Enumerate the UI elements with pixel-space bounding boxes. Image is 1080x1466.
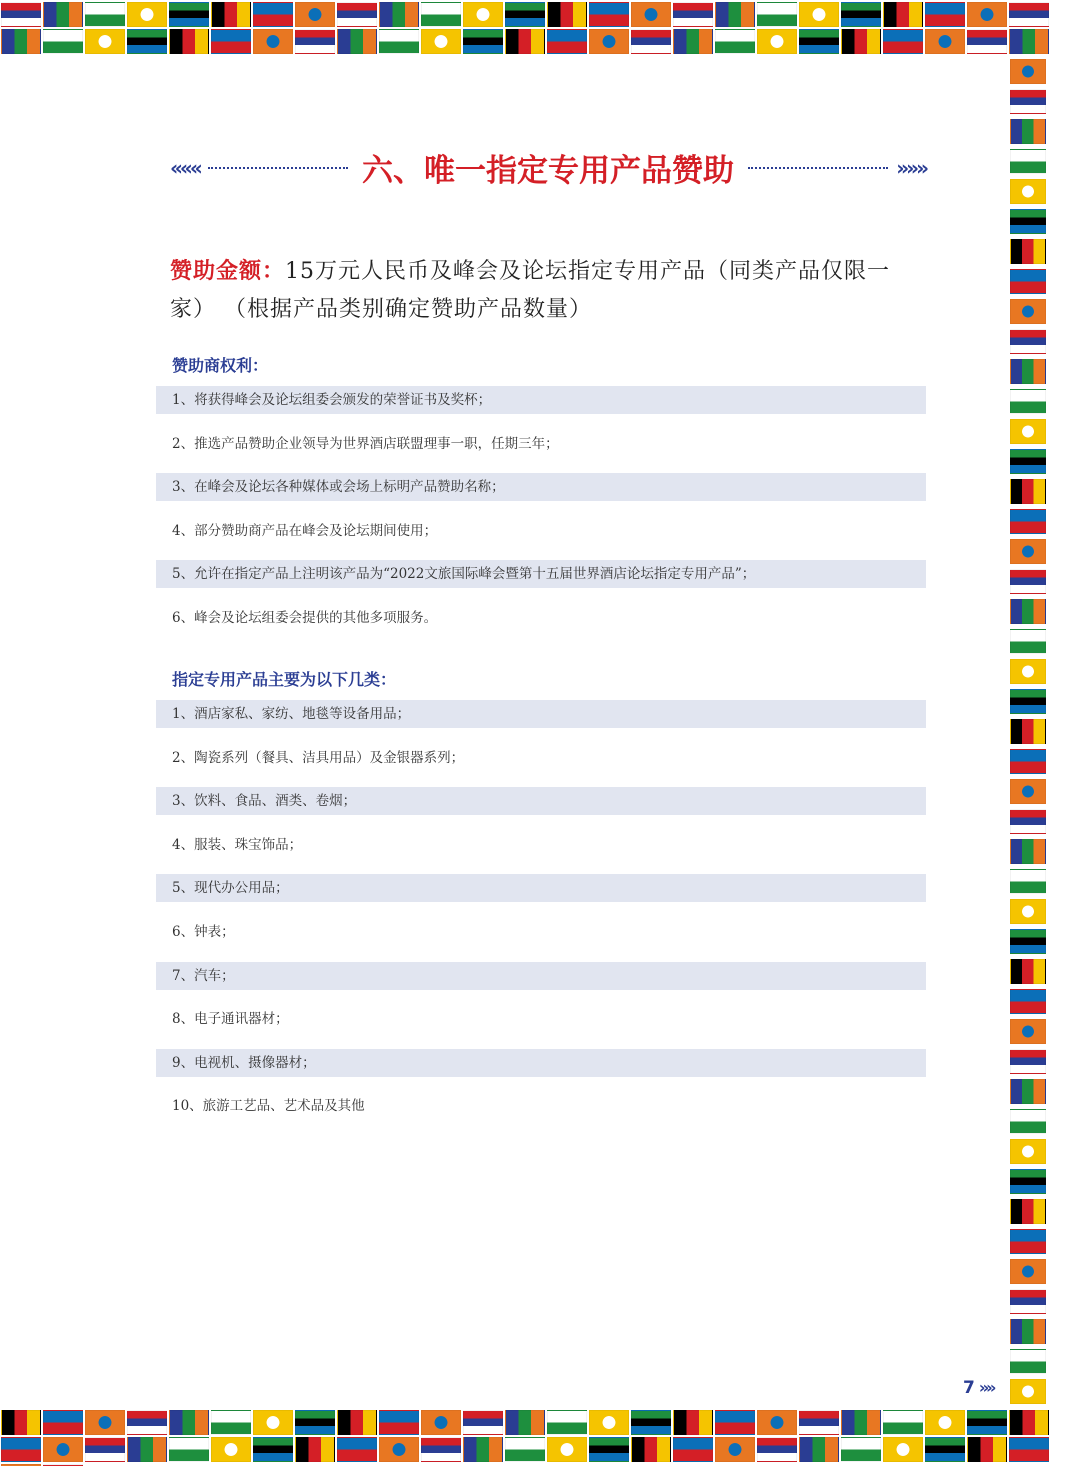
flag-icon xyxy=(1010,389,1046,414)
page-number-value: 7 xyxy=(963,1378,975,1398)
list-item: 4、服装、珠宝饰品； xyxy=(172,836,303,853)
flag-icon xyxy=(799,1437,839,1462)
flag-icon xyxy=(211,1410,251,1435)
page-number xyxy=(963,1378,994,1398)
flag-icon xyxy=(883,2,923,27)
flag-icon xyxy=(547,2,587,27)
flag-icon xyxy=(1009,29,1049,54)
flag-icon xyxy=(169,2,209,27)
flag-icon xyxy=(1010,959,1046,984)
list-item: 5、允许在指定产品上注明该产品为“2022文旅国际峰会暨第十五届世界酒店论坛指定专用产品”； xyxy=(156,560,926,588)
list-item: 6、峰会及论坛组委会提供的其他多项服务。 xyxy=(172,609,438,626)
flag-icon xyxy=(127,1437,167,1462)
flag-icon xyxy=(589,29,629,54)
flag-icon xyxy=(631,29,671,54)
flag-icon xyxy=(715,29,755,54)
section-heading xyxy=(170,145,926,190)
flag-icon xyxy=(841,2,881,27)
flag-icon xyxy=(1010,1379,1046,1404)
flag-icon xyxy=(1010,269,1046,294)
flag-icon xyxy=(967,2,1007,27)
flag-icon xyxy=(757,1437,797,1462)
flag-icon xyxy=(463,1437,503,1462)
flag-icon xyxy=(925,2,965,27)
flag-icon xyxy=(1010,1259,1046,1284)
flag-icon xyxy=(253,1410,293,1435)
flag-icon xyxy=(43,2,83,27)
flag-icon xyxy=(1,1437,41,1462)
amount-label: 赞助金额： xyxy=(170,258,286,284)
chevron-left-icon: ««« xyxy=(170,155,200,180)
flag-icon xyxy=(841,29,881,54)
flag-icon xyxy=(1010,1109,1046,1134)
flag-icon xyxy=(421,1410,461,1435)
flag-icon xyxy=(1010,419,1046,444)
flag-icon xyxy=(295,29,335,54)
flag-icon xyxy=(43,29,83,54)
amount-text: 15万元人民币及峰会及论坛指定专用产品（同类产品仅限一家） （根据产品类别确定赞助产品数量） xyxy=(170,259,891,322)
flag-icon xyxy=(85,2,125,27)
list-item: 1、将获得峰会及论坛组委会颁发的荣誉证书及奖杯； xyxy=(156,386,926,414)
flag-icon xyxy=(295,1410,335,1435)
flag-icon xyxy=(337,2,377,27)
flag-icon xyxy=(715,2,755,27)
flag-icon xyxy=(43,1437,83,1462)
top-flag-border xyxy=(0,0,1080,56)
flag-icon xyxy=(43,1410,83,1435)
flag-icon xyxy=(211,1437,251,1462)
flag-icon xyxy=(883,1410,923,1435)
flag-icon xyxy=(589,1437,629,1462)
flag-icon xyxy=(1010,689,1046,714)
list-item: 8、电子通讯器材； xyxy=(172,1011,289,1028)
flag-icon xyxy=(127,29,167,54)
flag-icon xyxy=(631,1437,671,1462)
flag-icon xyxy=(967,29,1007,54)
flag-icon xyxy=(757,1410,797,1435)
flag-icon xyxy=(1010,899,1046,924)
list-item: 1、酒店家私、家纺、地毯等设备用品； xyxy=(156,700,926,728)
rights-list xyxy=(156,386,926,648)
flag-icon xyxy=(169,1437,209,1462)
page-chevron-icon: »» xyxy=(978,1378,994,1397)
flag-icon xyxy=(715,1410,755,1435)
flag-icon xyxy=(925,1410,965,1435)
flag-icon xyxy=(1010,1349,1046,1374)
flag-icon xyxy=(1010,59,1046,84)
flag-icon xyxy=(85,1410,125,1435)
flag-icon xyxy=(841,1410,881,1435)
flag-icon xyxy=(1010,629,1046,654)
flag-icon xyxy=(547,1410,587,1435)
flag-icon xyxy=(1010,539,1046,564)
flag-icon xyxy=(1010,929,1046,954)
flag-icon xyxy=(1010,1079,1046,1104)
flag-icon xyxy=(883,29,923,54)
flag-icon xyxy=(295,1437,335,1462)
flag-icon xyxy=(169,1410,209,1435)
flag-icon xyxy=(1010,179,1046,204)
flag-icon xyxy=(589,1410,629,1435)
flag-icon xyxy=(547,1437,587,1462)
flag-icon xyxy=(1010,209,1046,234)
chevron-right-icon: »»» xyxy=(896,155,926,180)
flag-icon xyxy=(1010,329,1046,354)
flag-icon xyxy=(463,29,503,54)
categories-list xyxy=(156,700,926,1136)
flag-icon xyxy=(631,2,671,27)
flag-icon xyxy=(1010,1139,1046,1164)
flag-icon xyxy=(421,1437,461,1462)
flag-icon xyxy=(967,1437,1007,1462)
flag-icon xyxy=(1010,449,1046,474)
flag-icon xyxy=(295,2,335,27)
list-item: 2、推选产品赞助企业领导为世界酒店联盟理事一职，任期三年； xyxy=(172,435,559,452)
flag-icon xyxy=(505,1410,545,1435)
list-item: 9、电视机、摄像器材； xyxy=(156,1049,926,1077)
flag-icon xyxy=(337,29,377,54)
flag-icon xyxy=(169,29,209,54)
flag-icon xyxy=(463,1410,503,1435)
flag-icon xyxy=(463,2,503,27)
flag-icon xyxy=(505,1437,545,1462)
flag-icon xyxy=(1,29,41,54)
flag-icon xyxy=(1010,869,1046,894)
flag-icon xyxy=(1009,1410,1049,1435)
flag-icon xyxy=(1010,1199,1046,1224)
list-item: 10、旅游工艺品、艺术品及其他 xyxy=(172,1098,365,1115)
categories-heading: 指定专用产品主要为以下几类： xyxy=(172,670,397,689)
flag-icon xyxy=(1010,149,1046,174)
flag-icon xyxy=(211,2,251,27)
bottom-flag-border xyxy=(0,1408,1080,1466)
flag-icon xyxy=(1010,509,1046,534)
flag-icon xyxy=(421,29,461,54)
flag-icon xyxy=(1010,239,1046,264)
flag-icon xyxy=(589,2,629,27)
flag-icon xyxy=(379,2,419,27)
page-title: 六、唯一指定专用产品赞助 xyxy=(362,153,734,189)
dotted-divider-right xyxy=(748,167,888,169)
sponsorship-amount xyxy=(170,252,930,329)
flag-icon xyxy=(1010,839,1046,864)
flag-icon xyxy=(1009,1437,1049,1462)
flag-icon xyxy=(1010,479,1046,504)
flag-icon xyxy=(85,29,125,54)
flag-icon xyxy=(1010,1169,1046,1194)
flag-icon xyxy=(379,1437,419,1462)
flag-icon xyxy=(211,29,251,54)
flag-icon xyxy=(673,29,713,54)
right-flag-border xyxy=(1010,56,1080,1406)
flag-icon xyxy=(757,29,797,54)
flag-icon xyxy=(1010,299,1046,324)
list-item: 7、汽车； xyxy=(156,962,926,990)
flag-icon xyxy=(547,29,587,54)
flag-icon xyxy=(379,29,419,54)
flag-icon xyxy=(1010,779,1046,804)
flag-icon xyxy=(1010,659,1046,684)
flag-icon xyxy=(1,1410,41,1435)
flag-icon xyxy=(253,2,293,27)
flag-icon xyxy=(925,1437,965,1462)
flag-icon xyxy=(1010,119,1046,144)
flag-icon xyxy=(1010,1229,1046,1254)
flag-icon xyxy=(1010,719,1046,744)
flag-icon xyxy=(421,2,461,27)
list-item: 3、饮料、食品、酒类、卷烟； xyxy=(156,787,926,815)
flag-icon xyxy=(673,1410,713,1435)
flag-icon xyxy=(505,29,545,54)
flag-icon xyxy=(1010,89,1046,114)
flag-icon xyxy=(253,29,293,54)
flag-icon xyxy=(799,1410,839,1435)
flag-icon xyxy=(967,1410,1007,1435)
rights-heading: 赞助商权利： xyxy=(172,356,269,375)
list-item: 5、现代办公用品； xyxy=(156,874,926,902)
flag-icon xyxy=(925,29,965,54)
flag-icon xyxy=(799,29,839,54)
flag-icon xyxy=(715,1437,755,1462)
flag-icon xyxy=(127,1410,167,1435)
flag-icon xyxy=(253,1437,293,1462)
flag-icon xyxy=(337,1410,377,1435)
flag-icon xyxy=(1010,989,1046,1014)
list-item: 2、陶瓷系列（餐具、洁具用品）及金银器系列； xyxy=(172,749,465,766)
flag-icon xyxy=(1,2,41,27)
flag-icon xyxy=(1010,1049,1046,1074)
flag-icon xyxy=(841,1437,881,1462)
flag-icon xyxy=(883,1437,923,1462)
flag-icon xyxy=(673,1437,713,1462)
flag-icon xyxy=(379,1410,419,1435)
flag-icon xyxy=(1010,749,1046,774)
flag-icon xyxy=(1010,809,1046,834)
flag-icon xyxy=(127,2,167,27)
flag-icon xyxy=(1010,1019,1046,1044)
flag-icon xyxy=(85,1437,125,1462)
flag-icon xyxy=(1010,1319,1046,1344)
list-item: 4、部分赞助商产品在峰会及论坛期间使用； xyxy=(172,522,438,539)
flag-icon xyxy=(1010,599,1046,624)
list-item: 6、钟表； xyxy=(172,923,235,940)
flag-icon xyxy=(673,2,713,27)
flag-icon xyxy=(757,2,797,27)
flag-icon xyxy=(505,2,545,27)
list-item: 3、在峰会及论坛各种媒体或会场上标明产品赞助名称； xyxy=(156,473,926,501)
flag-icon xyxy=(1009,2,1049,27)
flag-icon xyxy=(1010,359,1046,384)
flag-icon xyxy=(799,2,839,27)
flag-icon xyxy=(631,1410,671,1435)
flag-icon xyxy=(337,1437,377,1462)
dotted-divider-left xyxy=(208,167,348,169)
flag-icon xyxy=(1010,569,1046,594)
flag-icon xyxy=(1010,1289,1046,1314)
